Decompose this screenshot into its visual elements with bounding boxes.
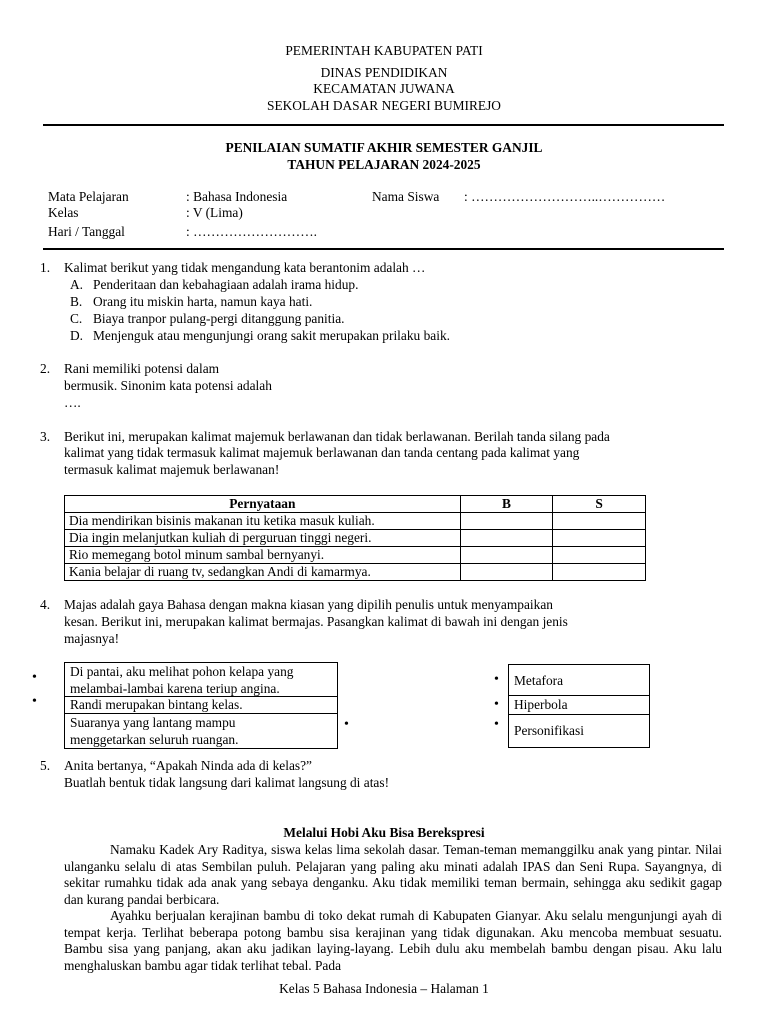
- q5-text-line: Buatlah bentuk tidak langsung dari kalimat langsung di atas!: [64, 775, 390, 790]
- q3-number: 3.: [40, 429, 51, 444]
- q4-number: 4.: [40, 597, 51, 612]
- table-row: [65, 530, 646, 547]
- match-right-text: Metafora: [514, 673, 564, 688]
- match-left-item-2[interactable]: [64, 696, 338, 714]
- match-right-personifikasi[interactable]: [508, 714, 650, 748]
- header-government: PEMERINTAH KABUPATEN PATI: [285, 43, 483, 58]
- subject-label: Mata Pelajaran: [48, 189, 129, 204]
- answer-cell-b[interactable]: [460, 530, 553, 547]
- q4-text-line: Majas adalah gaya Bahasa dengan makna kiasan yang dipilih penulis untuk menyampaikan: [64, 597, 553, 612]
- student-name-field[interactable]: : ………………………..……………: [464, 189, 666, 204]
- answer-cell-s[interactable]: [553, 513, 646, 530]
- q3-text-line: termasuk kalimat majemuk berlawanan!: [64, 462, 280, 477]
- q1-option-a[interactable]: Penderitaan dan kebahagiaan adalah irama hidup.: [93, 277, 359, 292]
- exam-title: PENILAIAN SUMATIF AKHIR SEMESTER GANJIL: [225, 140, 543, 155]
- table-header: S: [553, 496, 646, 513]
- table-header: B: [460, 496, 553, 513]
- q1-option-c[interactable]: Biaya tranpor pulang-pergi ditanggung panitia.: [93, 311, 345, 326]
- page-footer: Kelas 5 Bahasa Indonesia – Halaman 1: [0, 981, 768, 1001]
- q1-option-d[interactable]: Menjenguk atau mengunjungi orang sakit merupakan prilaku baik.: [93, 328, 450, 343]
- class-value: : V (Lima): [186, 205, 243, 220]
- q1-option-b[interactable]: Orang itu miskin harta, namun kaya hati.: [93, 294, 313, 309]
- statement-cell: Dia mendirikan bisinis makanan itu ketika masuk kuliah.: [65, 513, 461, 530]
- q1-text: Kalimat berikut yang tidak mengandung kata berantonim adalah …: [64, 260, 426, 275]
- table-header: Pernyataan: [65, 496, 461, 513]
- answer-cell-b[interactable]: [460, 513, 553, 530]
- q5-number: 5.: [40, 758, 51, 773]
- match-left-item-3[interactable]: [64, 713, 338, 749]
- q2-number: 2.: [40, 361, 51, 376]
- statement-cell: Kania belajar di ruang tv, sedangkan Andi di kamarmya.: [65, 564, 461, 581]
- match-right-metafora[interactable]: [508, 664, 650, 696]
- reading-paragraph-2: Ayahku berjualan kerajinan bambu di toko dekat rumah di Kabupaten Gianyar. Aku selalu mengunjungi ayah di tempat kerja. Terlihat beberapa potong bambu sisa kerajinan yang tidak digunakan. Aku mencoba membuat sesuatu. Bambu sisa yang panjang, akan aku jadikan laying-layang. Lebih dulu aku membelah bambu dengan pisau. Aku lalu menghaluskan bambu agar tidak terlihat tebal. Pada: [64, 908, 722, 973]
- info-divider: [43, 248, 724, 250]
- match-left-text: Randi merupakan bintang kelas.: [70, 697, 243, 712]
- answer-cell-s[interactable]: [553, 547, 646, 564]
- q2-text-line: ….: [64, 395, 81, 410]
- q1-option-letter: C.: [70, 311, 83, 326]
- q1-option-letter: D.: [70, 328, 84, 343]
- answer-cell-b[interactable]: [460, 564, 553, 581]
- bullet-dot: •: [32, 694, 37, 709]
- reading-paragraph-1: Namaku Kadek Ary Raditya, siswa kelas lima sekolah dasar. Teman-teman memanggilku anak yang pintar. Nilai ulanganku selalu di atas Sembilan puluh. Pelajaran yang paling aku minati adalah IPAS dan Seni Rupa. Sayangnya, di sekitar rumahku tidak ada anak yang sebaya denganku. Aku tidak memiliki teman bermain, sehingga aku sedikit gagap dan kurang pandai berbicara.: [64, 842, 722, 907]
- subject-value: : Bahasa Indonesia: [186, 189, 288, 204]
- q1-option-letter: B.: [70, 294, 83, 309]
- bullet-dot: •: [494, 672, 499, 687]
- date-label: Hari / Tanggal: [48, 224, 125, 239]
- header-department: DINAS PENDIDIKAN: [320, 65, 448, 80]
- table-header-row: [65, 496, 646, 513]
- match-left-text: Di pantai, aku melihat pohon kelapa yang: [70, 664, 294, 679]
- q2-text-line: Rani memiliki potensi dalam: [64, 361, 220, 376]
- class-label: Kelas: [48, 205, 79, 220]
- q2-text-line: bermusik. Sinonim kata potensi adalah: [64, 378, 272, 393]
- match-left-text: melambai-lambai karena teriup angina.: [70, 680, 280, 696]
- q3-text-line: Berikut ini, merupakan kalimat majemuk berlawanan dan tidak berlawanan. Berilah tanda silang pada: [64, 429, 610, 444]
- header-divider: [43, 124, 724, 126]
- bullet-dot: •: [494, 697, 499, 712]
- q4-text-line: majasnya!: [64, 631, 120, 646]
- header-school: SEKOLAH DASAR NEGERI BUMIREJO: [267, 98, 501, 113]
- statement-cell: Rio memegang botol minum sambal bernyanyi.: [65, 547, 461, 564]
- q1-number: 1.: [40, 260, 51, 275]
- q3-text-line: kalimat yang tidak termasuk kalimat majemuk berlawanan dan tanda centang pada kalimat yang: [64, 445, 580, 460]
- table-row: [65, 564, 646, 581]
- q1-option-letter: A.: [70, 277, 84, 292]
- match-right-text: Personifikasi: [514, 723, 584, 738]
- bullet-dot: •: [344, 717, 349, 732]
- date-field[interactable]: : ……………………….: [186, 224, 317, 239]
- match-right-text: Hiperbola: [514, 697, 568, 712]
- q5-text-line: Anita bertanya, “Apakah Ninda ada di kelas?”: [64, 758, 312, 773]
- match-left-text: Suaranya yang lantang mampu: [70, 715, 236, 730]
- student-name-label: Nama Siswa: [372, 189, 440, 204]
- answer-cell-s[interactable]: [553, 564, 646, 581]
- header-district: KECAMATAN JUWANA: [313, 81, 455, 96]
- statement-cell: Dia ingin melanjutkan kuliah di perguruan tinggi negeri.: [65, 530, 461, 547]
- table-row: [65, 547, 646, 564]
- table-row: [65, 513, 646, 530]
- match-right-hiperbola[interactable]: [508, 695, 650, 715]
- exam-year: TAHUN PELAJARAN 2024-2025: [287, 157, 481, 172]
- answer-cell-s[interactable]: [553, 530, 646, 547]
- match-left-item-1[interactable]: [64, 662, 338, 697]
- bullet-dot: •: [32, 670, 37, 685]
- reading-title: Melalui Hobi Aku Bisa Berekspresi: [283, 825, 485, 840]
- bullet-dot: •: [494, 717, 499, 732]
- answer-cell-b[interactable]: [460, 547, 553, 564]
- statement-table: [64, 495, 646, 581]
- match-left-text: menggetarkan seluruh ruangan.: [70, 731, 239, 747]
- q4-text-line: kesan. Berikut ini, merupakan kalimat bermajas. Pasangkan kalimat di bawah ini dengan jenis: [64, 614, 568, 629]
